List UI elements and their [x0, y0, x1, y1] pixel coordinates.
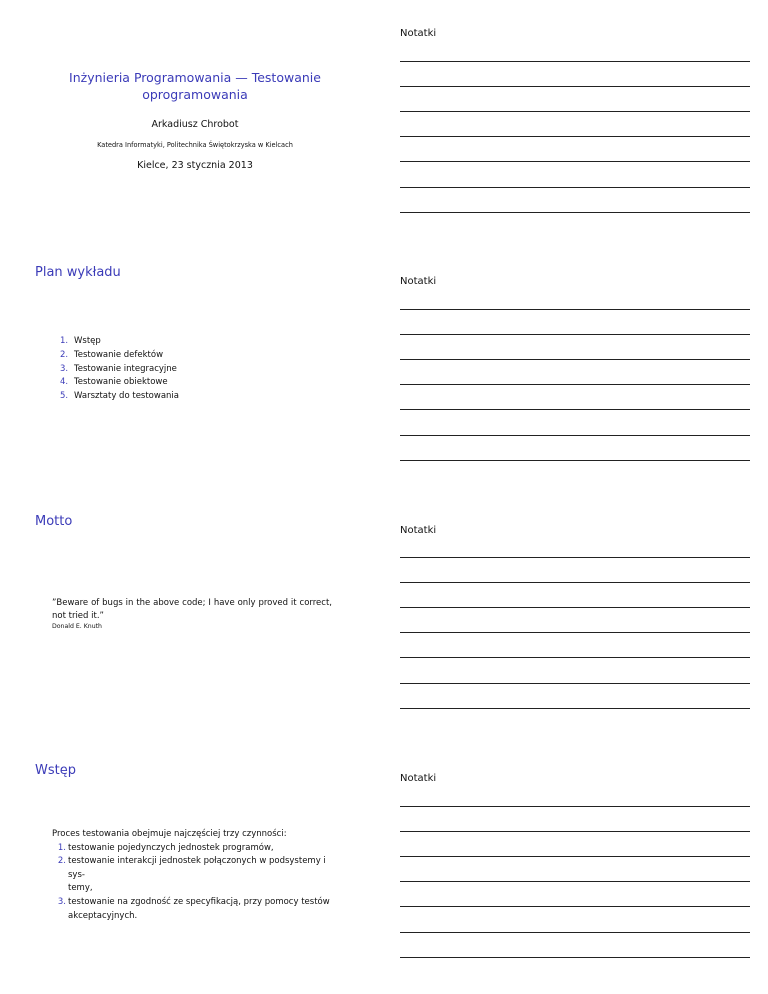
notes-rule [400, 161, 750, 162]
presentation-title [20, 69, 370, 103]
list-text: testowanie na zgodność ze specyfikacją, przy pomocy testów [68, 896, 330, 907]
intro-body [52, 828, 332, 923]
notes-rule [400, 334, 750, 335]
quote-line: ”Beware of bugs in the above code; I have only proved it correct, [52, 598, 332, 608]
presentation-title-line: oprogramowania [142, 87, 248, 102]
notes-rule [400, 957, 750, 958]
list-item [52, 855, 332, 896]
intro-lead: Proces testowania obejmuje najczęściej trzy czynności: [52, 829, 287, 839]
affiliation: Katedra Informatyki, Politechnika Świętokrzyska w Kielcach [97, 141, 293, 149]
notes-rule [400, 86, 750, 87]
notes-rule [400, 460, 750, 461]
notes-rule [400, 409, 750, 410]
presentation-title-line: Inżynieria Programowania — Testowanie [69, 70, 321, 85]
notes-rule [400, 831, 750, 832]
list-number: 2. [60, 349, 69, 360]
notes-rule [400, 607, 750, 608]
motto-quote [52, 597, 332, 623]
list-number: 4. [60, 377, 69, 388]
notes-rule [400, 111, 750, 112]
list-number: 3. [60, 363, 69, 374]
slide-title-plan: Plan wykładu [35, 265, 121, 280]
notes-rule [400, 309, 750, 310]
list-item [60, 363, 179, 377]
notes-rule [400, 906, 750, 907]
list-text: temy, [68, 883, 93, 894]
slide-title-motto: Motto [35, 514, 73, 529]
quote-attribution: Donald E. Knuth [52, 623, 102, 630]
notes-rule [400, 708, 750, 709]
notes-label: Notatki [400, 276, 437, 287]
notes-rule [400, 187, 750, 188]
notes-label: Notatki [400, 773, 437, 784]
quote-line: not tried it.” [52, 611, 104, 621]
notes-rule [400, 932, 750, 933]
list-text: Testowanie integracyjne [74, 363, 177, 374]
list-text: Testowanie obiektowe [74, 377, 168, 388]
list-number: 5. [60, 391, 69, 402]
list-text: akceptacyjnych. [68, 910, 138, 921]
plan-list [60, 335, 179, 404]
notes-rule [400, 632, 750, 633]
notes-rule [400, 657, 750, 658]
list-number: 1. [57, 842, 66, 853]
slide-title-intro: Wstęp [35, 763, 76, 778]
notes-rule [400, 136, 750, 137]
author: Arkadiusz Chrobot [151, 119, 239, 130]
list-item [60, 349, 179, 363]
notes-rule [400, 359, 750, 360]
notes-rule [400, 806, 750, 807]
notes-rule [400, 384, 750, 385]
date: Kielce, 23 stycznia 2013 [137, 160, 253, 171]
list-text: Testowanie defektów [74, 349, 164, 360]
notes-rule [400, 61, 750, 62]
list-text: Warsztaty do testowania [74, 391, 180, 402]
list-item [60, 376, 179, 390]
list-number: 2. [57, 856, 66, 867]
list-text: testowanie interakcji jednostek połączonych w podsystemy i sys- [68, 856, 326, 880]
list-item [60, 335, 179, 349]
list-number: 3. [57, 896, 66, 907]
list-number: 1. [60, 336, 69, 346]
notes-rule [400, 435, 750, 436]
list-item [60, 390, 179, 404]
notes-rule [400, 582, 750, 583]
notes-rule [400, 557, 750, 558]
notes-rule [400, 212, 750, 213]
notes-label: Notatki [400, 28, 437, 39]
list-item [52, 842, 332, 856]
notes-label: Notatki [400, 525, 437, 536]
notes-rule [400, 856, 750, 857]
list-item [52, 896, 332, 923]
list-text: Wstęp [74, 336, 101, 346]
list-text: testowanie pojedynczych jednostek programów, [68, 842, 274, 853]
notes-rule [400, 683, 750, 684]
notes-rule [400, 881, 750, 882]
